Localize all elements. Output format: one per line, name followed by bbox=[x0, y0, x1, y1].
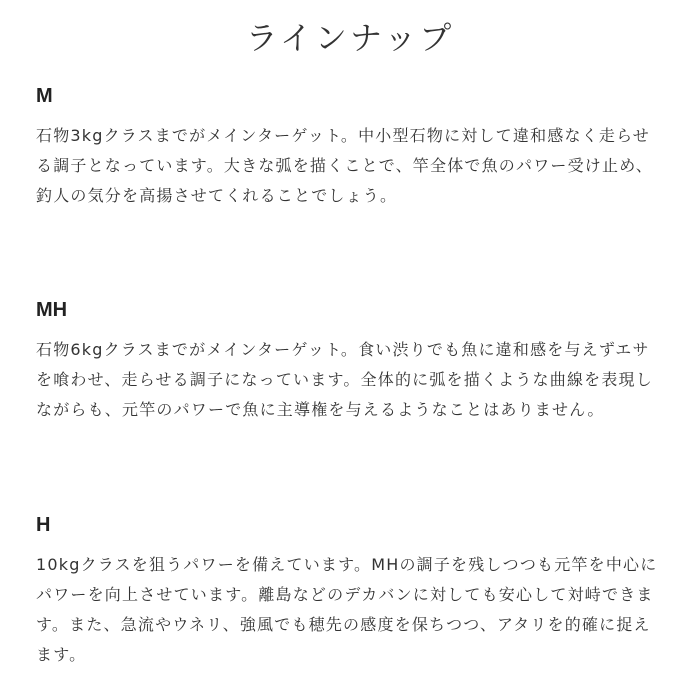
lineup-section-h bbox=[36, 513, 676, 670]
section-body-m: 石物3kgクラスまでがメインターゲット。中小型石物に対して違和感なく走らせ る調子となっています。大きな弧を描くことで、竿全体で魚のパワー受け止め、 釣人の気分を高揚させてくれることでしょう。 bbox=[36, 126, 653, 205]
section-heading-mh: MH bbox=[36, 299, 68, 321]
lineup-section-mh bbox=[36, 298, 676, 425]
section-body-mh: 石物6kgクラスまでがメインターゲット。食い渋りでも魚に違和感を与えずエサ を喰わせ、走らせる調子になっています。全体的に弧を描くような曲線を表現し ながらも、元竿のパワーで魚に主導権を与えるようなことはありません。 bbox=[36, 340, 653, 419]
lineup-section-m bbox=[36, 84, 676, 211]
section-heading-m: M bbox=[36, 85, 53, 107]
section-body-h: 10kgクラスを狙うパワーを備えています。MHの調子を残しつつも元竿を中心に パワーを向上させています。離島などのデカバンに対しても安心して対峙できま す。また、急流やウネリ、強風でも穂先の感度を保ちつつ、アタリを的確に捉え ます。 bbox=[36, 555, 658, 664]
section-heading-h: H bbox=[36, 514, 51, 536]
page-title: ラインナップ bbox=[245, 19, 455, 57]
